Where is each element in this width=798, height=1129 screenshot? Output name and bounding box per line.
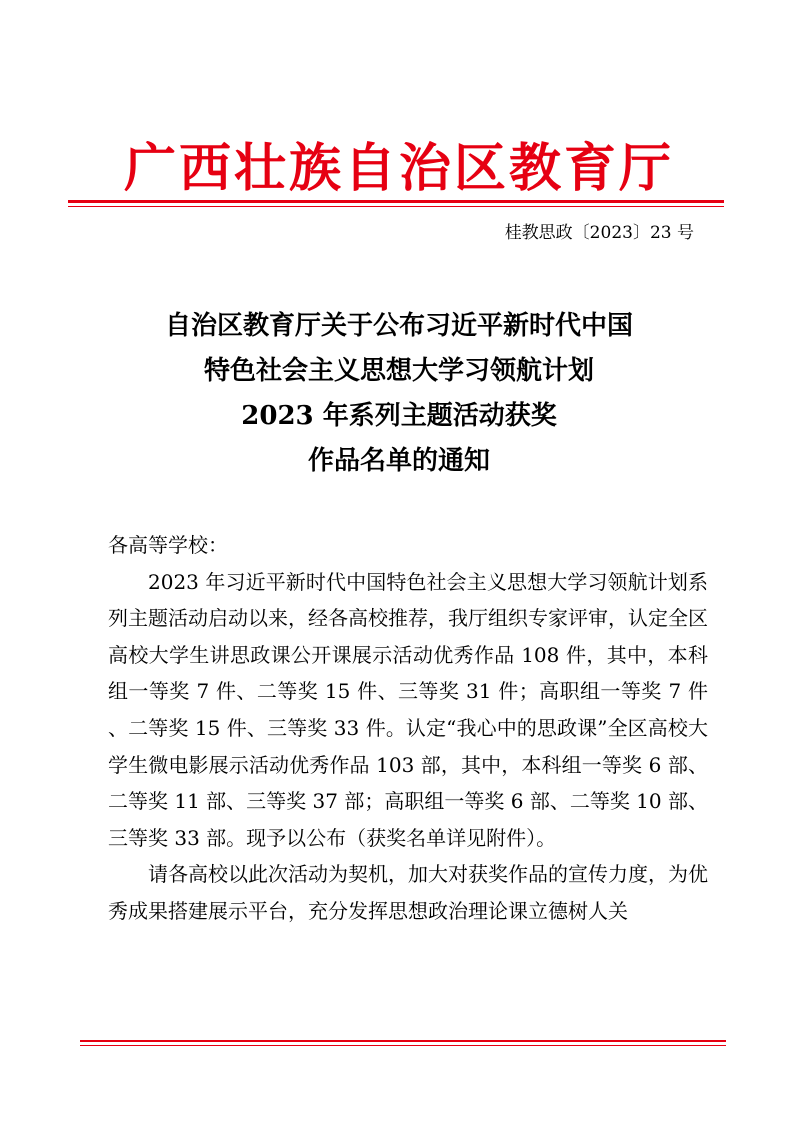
footer-red-rule-thin: [80, 1045, 726, 1046]
document-body: [108, 527, 708, 930]
body-paragraph: 请各高校以此次活动为契机，加大对获奖作品的宣传力度，为优秀成果搭建展示平台，充分发挥思想政治理论课立德树人关: [108, 862, 708, 923]
body-paragraph: 2023 年习近平新时代中国特色社会主义思想大学习领航计划系列主题活动启动以来，经各高校推荐，我厅组织专家评审，认定全区高校大学生讲思政课公开课展示活动优秀作品 108 件，其中，本科组一等奖 7 件、二等奖 15 件、三等奖 31 件；高职组一等奖 7 件、二等奖 15 件、三等奖 33 件。认定“我心中的思政课”全区高校大学生微电影展示活动优秀作品 103 部，其中，本科组一等奖 6 部、二等奖 11 部、三等奖 37 部；高职组一等奖 6 部、二等奖 10 部、三等奖 33 部。现予以公布（获奖名单详见附件）。: [108, 569, 708, 850]
footer-red-rule-thick: [80, 1040, 726, 1042]
header-red-rule-thick: [68, 200, 724, 203]
issuing-authority-header: 广西壮族自治区教育厅: [123, 138, 674, 199]
document-title-line: 特色社会主义思想大学习领航计划: [203, 356, 594, 386]
document-number: 桂教思政〔2023〕23 号: [504, 223, 694, 243]
document-title-line: 自治区教育厅关于公布习近平新时代中国: [164, 311, 633, 341]
salutation: 各高等学校：: [108, 533, 228, 557]
document-title-line: 作品名单的通知: [307, 446, 490, 476]
document-title-line: 2023 年系列主题活动获奖: [241, 401, 557, 431]
document-title: [0, 304, 798, 484]
header-red-rule-thin: [68, 206, 724, 207]
